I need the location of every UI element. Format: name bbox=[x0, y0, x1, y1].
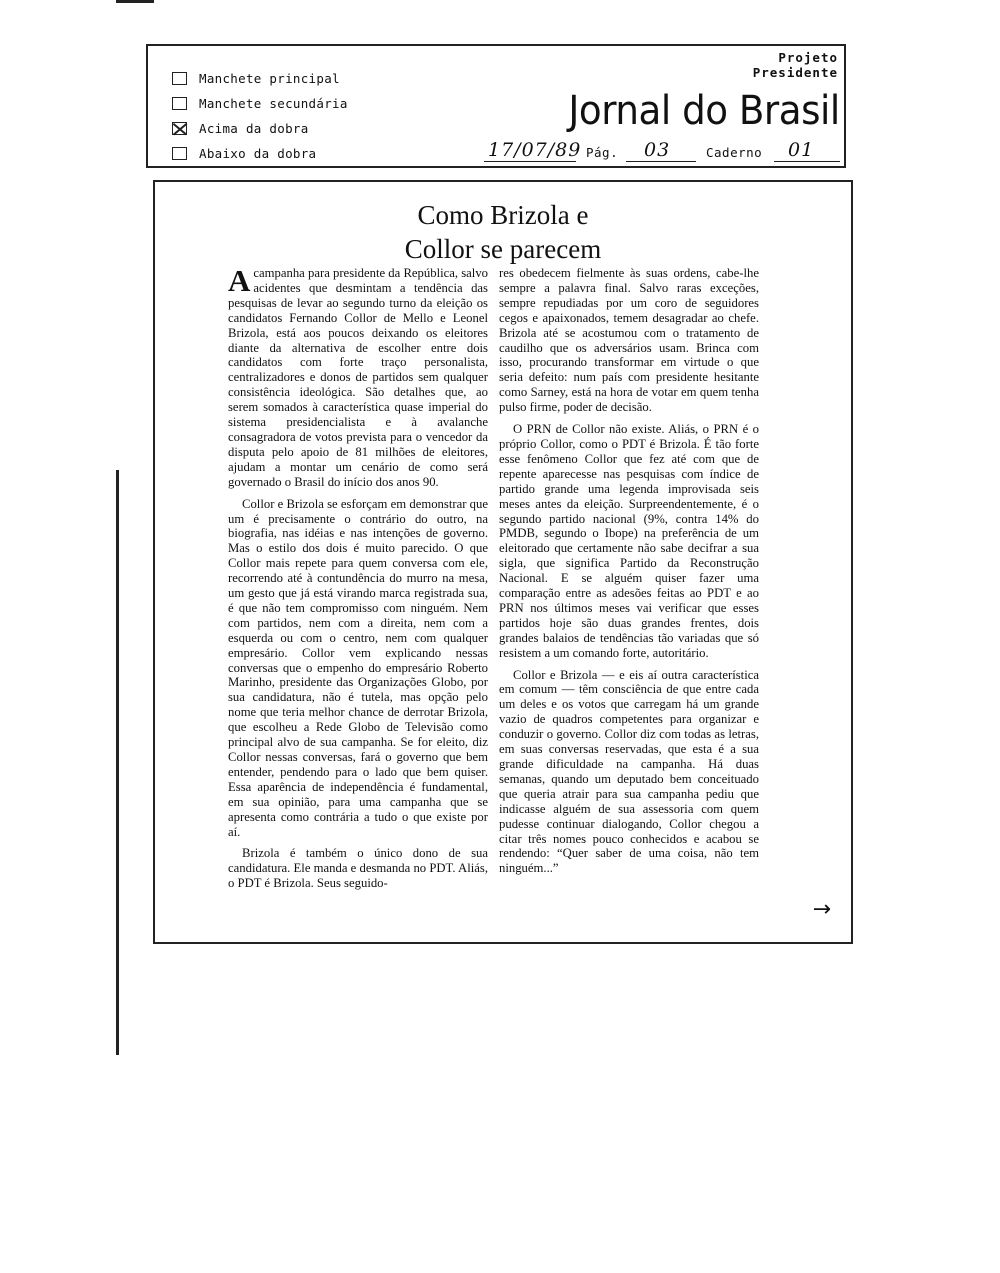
placement-checklist bbox=[172, 66, 348, 166]
continued-arrow-icon: → bbox=[812, 897, 831, 922]
project-label-line2: Presidente bbox=[752, 65, 838, 80]
checkbox-manchete-secundaria[interactable] bbox=[172, 97, 187, 110]
project-label bbox=[753, 50, 838, 80]
newspaper-masthead: Jornal do Brasil bbox=[568, 88, 840, 134]
clipping-header bbox=[146, 44, 846, 168]
scan-edge-line bbox=[116, 470, 119, 1055]
check-row-abaixo-da-dobra[interactable] bbox=[172, 141, 348, 166]
check-row-manchete-secundaria[interactable] bbox=[172, 91, 348, 116]
checkbox-manchete-principal[interactable] bbox=[172, 72, 187, 85]
checkbox-label: Manchete secundária bbox=[199, 96, 348, 111]
article-paragraph-1 bbox=[228, 263, 489, 490]
checkbox-label: Acima da dobra bbox=[199, 121, 309, 136]
project-label-line1: Projeto bbox=[778, 50, 838, 65]
checkbox-abaixo-da-dobra[interactable] bbox=[172, 147, 187, 160]
article-paragraph-5: Collor e Brizola — e eis aí outra característica em comum — têm consciência de que entre cada um deles e os votos que carregam há um grande vazio de quadros competentes para organizar e conduzir o governo. Collor diz com todas as letras, em suas conversas reservadas, que esta é a sua grande dificuldade na campanha. Há duas semanas, quando um deputado bem conceituado que queria atrair para sua campanha pediu que indicasse alguém de sua assessoria com quem pudesse continuar dialogando, Collor chegou a citar três nomes pouco conhecidos e acabou se rendendo: “Quer saber de uma coisa, não tem ninguém...” bbox=[499, 667, 759, 876]
article-column-right bbox=[499, 266, 759, 883]
drop-cap: A bbox=[228, 263, 251, 298]
issue-page: 03 bbox=[644, 139, 671, 161]
issue-section: 01 bbox=[788, 139, 815, 161]
headline-line-1: Como Brizola e bbox=[417, 200, 589, 230]
article-column-left bbox=[228, 263, 489, 898]
checkbox-acima-da-dobra[interactable] bbox=[172, 122, 187, 135]
paragraph-text: campanha para presidente da República, salvo acidentes que desmintam a tendência das pesquisas de levar ao segundo turno da eleição os candidatos Fernando Collor de Mello e Leonel Brizola, está aos poucos deixando os eleitores diante da alternativa de escolher entre dois candidatos com forte traço personalista, centralizadores e donos de partidos sem qualquer consistência ideológica. São detalhes que, ao serem somados à característica quase imperial do sistema presidencialista e à avalanche consagradora de votos prevista para o vencedor da disputa pelo apoio de 81 milhões de eleitores, ajudam a montar um cenário de como será governado o Brasil do início dos anos 90. bbox=[228, 266, 489, 489]
section-label: Caderno bbox=[706, 145, 763, 160]
article-paragraph-4: O PRN de Collor não existe. Aliás, o PRN é o próprio Collor, como o PDT é Brizola. É tão forte esse fenômeno Collor que fez até com que de repente aparecesse nas pesquisas com índice de partido grande uma legenda improvisada seis meses antes da eleição. Surpreendentemente, é o segundo partido nacional (9%, contra 14% do PMDB, segundo o Ibope) na preferência de um eleitorado que certamente não sabe decifrar a sua sigla, que significa Partido da Reconstrução Nacional. E se alguém quiser fazer uma comparação entre as adesões feitas ao PDT e ao PRN nos últimos meses vai verificar que esses partidos hoje são duas grandes frentes, dois grandes balaios de tendências tão variadas que só resistem a um comando forte, autoritário. bbox=[499, 422, 759, 660]
check-row-manchete-principal[interactable] bbox=[172, 66, 348, 91]
page-label: Pág. bbox=[586, 145, 619, 160]
checkbox-label: Manchete principal bbox=[199, 71, 340, 86]
check-row-acima-da-dobra[interactable] bbox=[172, 116, 348, 141]
article-clipping bbox=[153, 180, 853, 944]
article-paragraph-3: Brizola é também o único dono de sua candidatura. Ele manda e desmanda no PDT. Aliás, o PDT é Brizola. Seus seguido- bbox=[228, 846, 488, 891]
headline-line-2: Collor se parecem bbox=[404, 234, 602, 264]
issue-info bbox=[484, 139, 840, 164]
article-paragraph-3-continued: res obedecem fielmente às suas ordens, cabe-lhe sempre a palavra final. Salvo raras exceções, sempre repudiadas por um coro de seguidores cegos e apaixonados, temem desagradar ao chefe. Brizola até se acostumou com o tratamento de caudilho que os adversários usam. Brinca com isso, procurando transformar em virtude o que seria defeito: num país com presidente hesitante como Sarney, está na hora de votar em quem tenha pulso firme, poder de decisão. bbox=[499, 266, 759, 415]
article-headline bbox=[155, 198, 851, 266]
article-paragraph-2: Collor e Brizola se esforçam em demonstrar que um é precisamente o contrário do outro, na biografia, nas idéias e nas intenções de governo. Mas o estilo dos dois é muito parecido. O que Collor mais repete para quem conversa com ele, recorrendo até à contundência do murro na mesa, um gesto que já está virando marca registrada sua, é que não tem compromisso com ninguém. Nem com partidos, nem com a direita, nem com a esquerda ou com o centro, nem com qualquer empresário. Collor vem explicando nessas conversas que o empenho do empresário Roberto Marinho, presidente das Organizações Globo, por sua candidatura, não é tutela, mas opção pelo nome que teria melhor chance de derrotar Brizola, que escolheu a Rede Globo de Televisão como principal alvo de sua campanha. Se for eleito, diz Collor nessas conversas, fará o governo que bem entender, pendendo para o lado que bem quiser. Essa aparência de independência é fundamental, em sua opinião, para uma campanha que se apresenta como contrária a tudo o que existe por aí. bbox=[228, 496, 488, 839]
issue-date: 17/07/89 bbox=[488, 139, 582, 161]
checkbox-label: Abaixo da dobra bbox=[199, 146, 317, 161]
scan-edge-mark bbox=[116, 0, 154, 3]
